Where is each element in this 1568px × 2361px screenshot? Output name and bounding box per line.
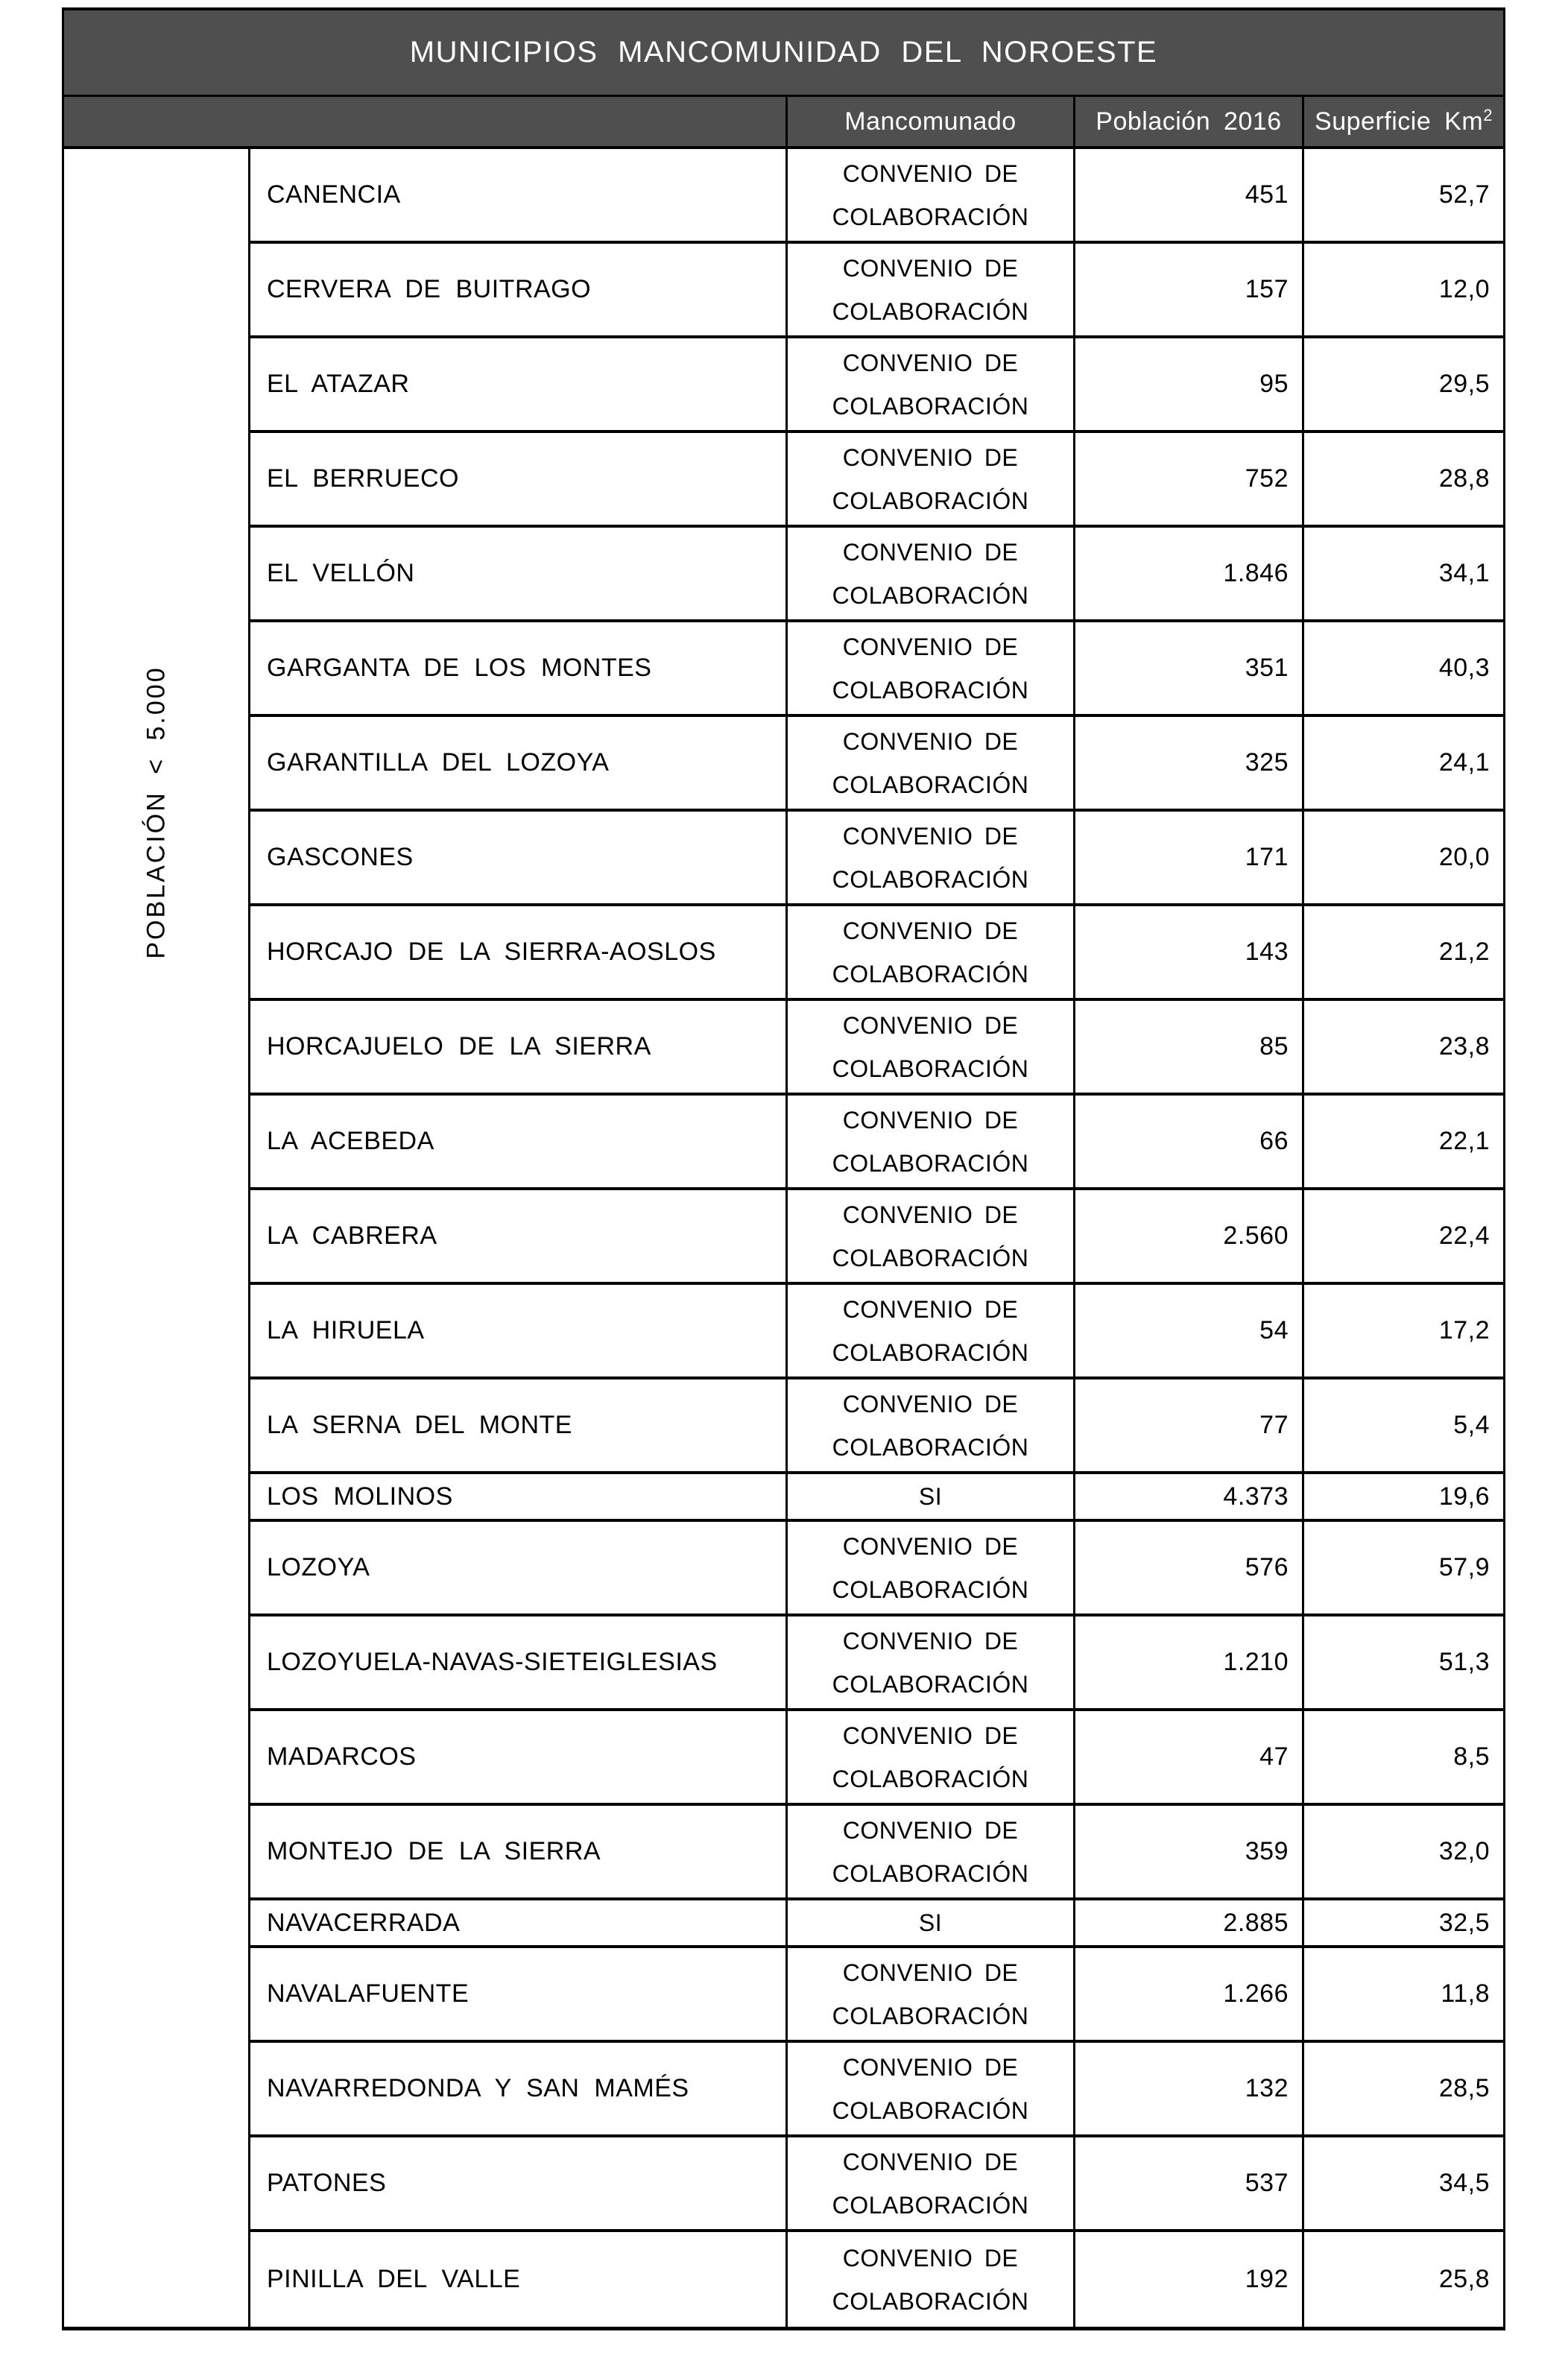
row-group-label: POBLACIÓN < 5.000 (142, 666, 170, 959)
municipality-cell: HORCAJUELO DE LA SIERRA (267, 1032, 651, 1061)
superficie-cell: 29,5 (1302, 338, 1503, 430)
municipality-cell: LA CABRERA (267, 1221, 437, 1250)
municipality-cell: LA HIRUELA (267, 1316, 425, 1344)
mancomunado-text: CONVENIO DE COLABORACIÓN (832, 1390, 1029, 1461)
table-row (250, 2137, 1503, 2232)
municipality-cell: GARANTILLA DEL LOZOYA (267, 748, 610, 777)
mancomunado-text: CONVENIO DE COLABORACIÓN (832, 633, 1029, 704)
mancomunado-text: CONVENIO DE COLABORACIÓN (832, 2244, 1029, 2315)
municipality-cell: GASCONES (267, 843, 414, 871)
municipality-cell: GARGANTA DE LOS MONTES (267, 654, 652, 682)
mancomunado-text: CONVENIO DE COLABORACIÓN (832, 2053, 1029, 2124)
poblacion-cell: 157 (1073, 244, 1302, 335)
table-row (250, 1474, 1503, 1522)
poblacion-cell: 85 (1073, 1001, 1302, 1093)
poblacion-cell: 132 (1073, 2043, 1302, 2134)
municipality-cell: LA ACEBEDA (267, 1127, 434, 1155)
municipality-cell: EL BERRUECO (267, 464, 459, 493)
table-row (250, 1616, 1503, 1711)
poblacion-cell: 54 (1073, 1285, 1302, 1377)
mancomunado-text: CONVENIO DE COLABORACIÓN (832, 1532, 1029, 1603)
municipalities-table (62, 7, 1505, 2330)
superficie-cell: 52,7 (1302, 149, 1503, 241)
mancomunado-cell (785, 1806, 1073, 1897)
mancomunado-cell (785, 1522, 1073, 1613)
municipality-cell: LOZOYUELA-NAVAS-SIETEIGLESIAS (267, 1648, 718, 1676)
superficie-label: Superficie Km (1315, 107, 1484, 136)
poblacion-cell: 325 (1073, 717, 1302, 809)
superficie-cell: 57,9 (1302, 1522, 1503, 1613)
table-row (250, 1900, 1503, 1948)
mancomunado-text: CONVENIO DE COLABORACIÓN (832, 254, 1029, 325)
mancomunado-text: CONVENIO DE COLABORACIÓN (832, 1201, 1029, 1271)
mancomunado-text: CONVENIO DE COLABORACIÓN (832, 1627, 1029, 1698)
table-row (250, 433, 1503, 528)
mancomunado-cell (785, 528, 1073, 619)
table-row (250, 528, 1503, 622)
mancomunado-text: CONVENIO DE COLABORACIÓN (832, 822, 1029, 893)
municipality-cell: EL VELLÓN (267, 559, 415, 587)
mancomunado-text: SI (918, 1483, 943, 1510)
mancomunado-cell (785, 1096, 1073, 1187)
poblacion-cell: 451 (1073, 149, 1302, 241)
poblacion-cell: 752 (1073, 433, 1302, 525)
poblacion-cell: 47 (1073, 1711, 1302, 1803)
superficie-cell: 40,3 (1302, 622, 1503, 714)
poblacion-cell: 171 (1073, 812, 1302, 903)
mancomunado-cell (785, 2043, 1073, 2134)
mancomunado-text: SI (918, 1909, 943, 1936)
municipality-cell: EL ATAZAR (267, 370, 410, 398)
municipality-cell: HORCAJO DE LA SIERRA-AOSLOS (267, 938, 716, 966)
mancomunado-cell (785, 1948, 1073, 2040)
poblacion-cell: 537 (1073, 2137, 1302, 2229)
column-header-row (64, 97, 1503, 149)
header-cell-empty (64, 97, 785, 146)
table-title: MUNICIPIOS MANCOMUNIDAD DEL NOROESTE (64, 10, 1503, 97)
superficie-cell: 17,2 (1302, 1285, 1503, 1377)
mancomunado-text: CONVENIO DE COLABORACIÓN (832, 727, 1029, 798)
mancomunado-text: CONVENIO DE COLABORACIÓN (832, 159, 1029, 230)
mancomunado-text: CONVENIO DE COLABORACIÓN (832, 349, 1029, 420)
municipality-cell: NAVARREDONDA Y SAN MAMÉS (267, 2074, 689, 2102)
table-row (250, 1190, 1503, 1285)
mancomunado-text: CONVENIO DE COLABORACIÓN (832, 538, 1029, 609)
municipality-cell: CANENCIA (267, 180, 401, 209)
mancomunado-cell (785, 1379, 1073, 1471)
municipality-cell: PATONES (267, 2169, 387, 2197)
mancomunado-cell (785, 622, 1073, 714)
superficie-cell: 20,0 (1302, 812, 1503, 903)
municipality-cell: NAVACERRADA (267, 1908, 461, 1937)
table-rows (250, 149, 1503, 2327)
municipality-cell: CERVERA DE BUITRAGO (267, 275, 592, 303)
poblacion-cell: 576 (1073, 1522, 1302, 1613)
poblacion-cell: 95 (1073, 338, 1302, 430)
mancomunado-text: CONVENIO DE COLABORACIÓN (832, 1011, 1029, 1082)
superficie-cell: 32,0 (1302, 1806, 1503, 1897)
table-row (250, 1948, 1503, 2043)
table-row (250, 2232, 1503, 2327)
table-row (250, 1806, 1503, 1900)
poblacion-cell: 351 (1073, 622, 1302, 714)
mancomunado-cell (785, 2137, 1073, 2229)
poblacion-cell: 1.846 (1073, 528, 1302, 619)
mancomunado-cell (785, 338, 1073, 430)
municipality-cell: NAVALAFUENTE (267, 1979, 470, 2008)
poblacion-cell: 66 (1073, 1096, 1302, 1187)
mancomunado-text: CONVENIO DE COLABORACIÓN (832, 2148, 1029, 2219)
poblacion-cell: 2.560 (1073, 1190, 1302, 1282)
poblacion-cell: 143 (1073, 906, 1302, 998)
header-cell-poblacion: Población 2016 (1073, 97, 1302, 146)
row-group-cell (64, 149, 250, 2327)
mancomunado-text: CONVENIO DE COLABORACIÓN (832, 1816, 1029, 1887)
poblacion-cell: 77 (1073, 1379, 1302, 1471)
table-row (250, 2043, 1503, 2137)
municipality-cell: PINILLA DEL VALLE (267, 2265, 521, 2293)
poblacion-cell: 2.885 (1073, 1900, 1302, 1945)
table-row (250, 149, 1503, 244)
mancomunado-text: CONVENIO DE COLABORACIÓN (832, 917, 1029, 987)
table-row (250, 244, 1503, 338)
mancomunado-cell (785, 433, 1073, 525)
mancomunado-cell (785, 244, 1073, 335)
table-row (250, 1711, 1503, 1806)
header-cell-superficie: Superficie Km 2 (1302, 97, 1503, 146)
superficie-cell: 28,8 (1302, 433, 1503, 525)
superficie-cell: 21,2 (1302, 906, 1503, 998)
table-row (250, 1001, 1503, 1096)
table-row (250, 812, 1503, 906)
mancomunado-cell (785, 149, 1073, 241)
municipality-cell: MONTEJO DE LA SIERRA (267, 1837, 601, 1865)
superficie-cell: 34,1 (1302, 528, 1503, 619)
poblacion-cell: 4.373 (1073, 1474, 1302, 1519)
superficie-cell: 34,5 (1302, 2137, 1503, 2229)
mancomunado-cell (785, 1001, 1073, 1093)
mancomunado-cell (785, 812, 1073, 903)
table-row (250, 906, 1503, 1001)
table-row (250, 1285, 1503, 1379)
superficie-cell: 11,8 (1302, 1948, 1503, 2040)
municipality-cell: MADARCOS (267, 1742, 417, 1771)
superficie-cell: 19,6 (1302, 1474, 1503, 1519)
mancomunado-text: CONVENIO DE COLABORACIÓN (832, 1106, 1029, 1177)
superficie-cell: 5,4 (1302, 1379, 1503, 1471)
table-row (250, 1096, 1503, 1190)
mancomunado-cell (785, 1474, 1073, 1519)
table-row (250, 338, 1503, 433)
superficie-cell: 24,1 (1302, 717, 1503, 809)
mancomunado-cell (785, 1711, 1073, 1803)
poblacion-cell: 1.210 (1073, 1616, 1302, 1708)
mancomunado-cell (785, 2232, 1073, 2327)
mancomunado-text: CONVENIO DE COLABORACIÓN (832, 1722, 1029, 1792)
mancomunado-cell (785, 1900, 1073, 1945)
superficie-cell: 22,4 (1302, 1190, 1503, 1282)
mancomunado-cell (785, 1616, 1073, 1708)
mancomunado-text: CONVENIO DE COLABORACIÓN (832, 1295, 1029, 1366)
superficie-cell: 12,0 (1302, 244, 1503, 335)
superficie-cell: 23,8 (1302, 1001, 1503, 1093)
superficie-cell: 32,5 (1302, 1900, 1503, 1945)
municipality-cell: LOZOYA (267, 1553, 370, 1581)
poblacion-cell: 192 (1073, 2232, 1302, 2327)
superficie-cell: 8,5 (1302, 1711, 1503, 1803)
table-row (250, 717, 1503, 812)
superficie-cell: 25,8 (1302, 2232, 1503, 2327)
poblacion-cell: 359 (1073, 1806, 1302, 1897)
municipality-cell: LA SERNA DEL MONTE (267, 1411, 572, 1439)
header-cell-mancomunado: Mancomunado (785, 97, 1073, 146)
mancomunado-cell (785, 906, 1073, 998)
table-body (64, 149, 1503, 2327)
municipality-cell: LOS MOLINOS (267, 1482, 453, 1511)
superficie-cell: 51,3 (1302, 1616, 1503, 1708)
mancomunado-text: CONVENIO DE COLABORACIÓN (832, 443, 1029, 514)
superficie-cell: 22,1 (1302, 1096, 1503, 1187)
table-row (250, 1522, 1503, 1616)
mancomunado-cell (785, 1285, 1073, 1377)
mancomunado-cell (785, 717, 1073, 809)
table-row (250, 1379, 1503, 1474)
table-row (250, 622, 1503, 717)
mancomunado-text: CONVENIO DE COLABORACIÓN (832, 1959, 1029, 2029)
superficie-cell: 28,5 (1302, 2043, 1503, 2134)
mancomunado-cell (785, 1190, 1073, 1282)
poblacion-cell: 1.266 (1073, 1948, 1302, 2040)
